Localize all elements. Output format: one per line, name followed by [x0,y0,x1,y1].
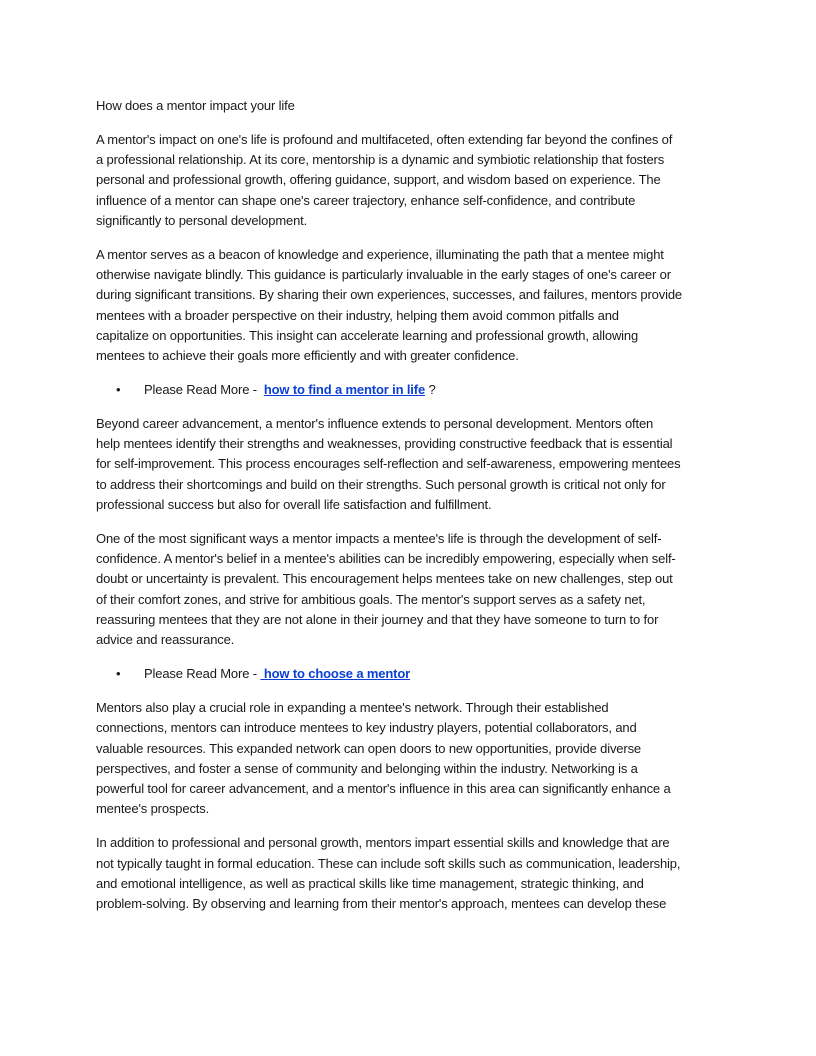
paragraph [96,698,736,820]
read-more-suffix: ? [425,382,436,398]
text-line: A mentor's impact on one's life is profound and multifaceted, often extending far beyond the confines of [96,131,673,147]
text-line: mentees with a broader perspective on their industry, helping them avoid common pitfalls and [96,307,619,323]
text-line: connections, mentors can introduce mentees to key industry players, potential collaborators, and [96,720,637,736]
text-line: professional success but also for overall life satisfaction and fulfillment. [96,497,492,513]
text-line: confidence. A mentor's belief in a mentee's abilities can be incredibly empowering, especially when self- [96,551,676,567]
text-line: mentee's prospects. [96,801,210,817]
read-more-link[interactable]: how to choose a mentor [260,666,411,682]
text-line: mentees to achieve their goals more efficiently and with greater confidence. [96,348,519,364]
paragraph [96,833,736,914]
text-line: advice and reassurance. [96,632,235,648]
text-line: A mentor serves as a beacon of knowledge and experience, illuminating the path that a mentee might [96,246,664,262]
paragraph [96,130,736,231]
document-title: How does a mentor impact your life [96,98,295,113]
text-line: doubt or uncertainty is prevalent. This encouragement helps mentees take on new challenges, step out [96,571,673,587]
text-line: In addition to professional and personal growth, mentors impart essential skills and knowledge that are [96,835,670,851]
text-line: Mentors also play a crucial role in expanding a mentee's network. Through their established [96,699,609,715]
text-line: perspectives, and foster a sense of community and belonging within the industry. Networking is a [96,760,638,776]
paragraph [96,245,736,367]
read-more-list-item [96,380,736,400]
text-line: significantly to personal development. [96,212,308,228]
document-page [96,96,736,928]
text-line: help mentees identify their strengths and weaknesses, providing constructive feedback that is essential [96,436,673,452]
text-line: and emotional intelligence, as well as practical skills like time management, strategic thinking, and [96,875,644,891]
read-more-list-item [96,664,736,684]
paragraph [96,414,736,515]
bullet-icon: • [116,382,121,398]
text-line: personal and professional growth, offering guidance, support, and wisdom based on experience. The [96,172,661,188]
bullet-icon: • [116,666,121,682]
read-more-prefix: Please Read More - [144,666,261,682]
text-line: One of the most significant ways a mentor impacts a mentee's life is through the development of self- [96,530,662,546]
text-line: not typically taught in formal education. These can include soft skills such as communication, leadership, [96,855,681,871]
text-line: valuable resources. This expanded network can open doors to new opportunities, provide diverse [96,740,641,756]
read-more-prefix: Please Read More - [144,382,264,398]
text-line: capitalize on opportunities. This insight can accelerate learning and professional growth, allowing [96,327,639,343]
text-line: of their comfort zones, and strive for ambitious goals. The mentor's support serves as a safety net, [96,591,646,607]
text-line: for self-improvement. This process encourages self-reflection and self-awareness, empowering mentees [96,456,681,472]
text-line: during significant transitions. By sharing their own experiences, successes, and failures, mentors provide [96,287,683,303]
text-line: otherwise navigate blindly. This guidance is particularly invaluable in the early stages of one's career or [96,267,671,283]
text-line: to address their shortcomings and build on their strengths. Such personal growth is critical not only for [96,476,666,492]
text-line: problem-solving. By observing and learning from their mentor's approach, mentees can develop these [96,896,667,912]
text-line: a professional relationship. At its core, mentorship is a dynamic and symbiotic relationship that fosters [96,152,665,168]
document-body [96,130,736,915]
text-line: influence of a mentor can shape one's career trajectory, enhance self-confidence, and contribute [96,192,636,208]
paragraph [96,529,736,651]
text-line: Beyond career advancement, a mentor's influence extends to personal development. Mentors often [96,415,654,431]
read-more-link[interactable]: how to find a mentor in life [263,382,426,398]
text-line: reassuring mentees that they are not alone in their journey and that they have someone to turn to for [96,612,659,628]
text-line: powerful tool for career advancement, and a mentor's influence in this area can significantly enhance a [96,781,671,797]
